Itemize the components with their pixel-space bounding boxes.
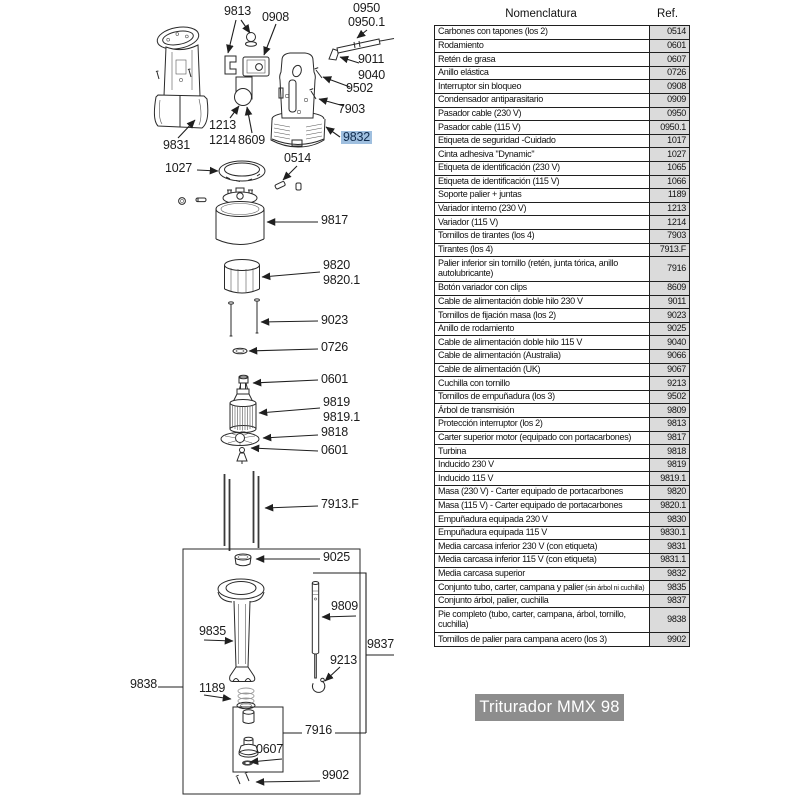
part-name: Pie completo (tubo, carter, campana, árbol, tornillo, cuchilla) <box>435 608 650 633</box>
part-name: Cable de alimentación doble hilo 115 V <box>435 336 650 350</box>
part-name: Masa (230 V) - Carter equipado de portacarbones <box>435 486 650 500</box>
table-row <box>435 499 690 513</box>
part-label-0726: 0726 <box>321 340 349 354</box>
part-label-9025: 9025 <box>323 550 351 564</box>
part-label-9819: 9819 <box>323 395 351 409</box>
part-name: Media carcasa superior <box>435 567 650 581</box>
part-name: Media carcasa inferior 115 V (con etiqueta) <box>435 553 650 567</box>
part-name: Árbol de transmisión <box>435 404 650 418</box>
part-label-0908: 0908 <box>262 10 290 24</box>
part-ref: 9809 <box>650 404 690 418</box>
part-name: Botón variador con clips <box>435 282 650 296</box>
part-ref: 9830.1 <box>650 526 690 540</box>
part-ring-1027 <box>219 161 265 182</box>
part-name: Carbones con tapones (los 2) <box>435 26 650 40</box>
table-row <box>435 472 690 486</box>
part-name: Etiqueta de identificación (115 V) <box>435 175 650 189</box>
part-label-1213: 1213 <box>209 118 237 132</box>
part-name: Etiqueta de identificación (230 V) <box>435 161 650 175</box>
part-screws-9023 <box>229 299 260 336</box>
table-row <box>435 404 690 418</box>
part-name: Etiqueta de seguridad -Cuidado <box>435 134 650 148</box>
part-label-09501: 0950.1 <box>348 15 386 29</box>
part-name: Turbina <box>435 445 650 459</box>
table-row <box>435 175 690 189</box>
table-row <box>435 418 690 432</box>
table-row <box>435 363 690 377</box>
part-name: Cable de alimentación (Australia) <box>435 350 650 364</box>
part-ref: 9838 <box>650 608 690 633</box>
part-ref: 9813 <box>650 418 690 432</box>
part-turbine-9818 <box>221 433 259 446</box>
part-label-9831: 9831 <box>163 138 191 152</box>
part-handle-half-9831 <box>154 24 207 128</box>
part-ref: 9040 <box>650 336 690 350</box>
part-carbon-brushes-0514 <box>275 181 301 190</box>
part-screws-9902 <box>236 772 249 784</box>
part-ring-9025 <box>235 554 251 566</box>
part-label-7903: 7903 <box>338 102 366 116</box>
part-label-9818: 9818 <box>321 425 349 439</box>
part-name: Palier inferior sin tornillo (retén, junta tórica, anillo autolubricante) <box>435 257 650 282</box>
part-ref: 0909 <box>650 93 690 107</box>
part-small-ring-screw <box>179 198 206 205</box>
table-row <box>435 390 690 404</box>
table-row <box>435 243 690 257</box>
part-seal-kit-1189 <box>237 688 255 709</box>
part-label-0607: 0607 <box>256 742 284 756</box>
table-row <box>435 257 690 282</box>
part-ref: 0601 <box>650 39 690 53</box>
table-row <box>435 80 690 94</box>
table-row <box>435 309 690 323</box>
part-label-0950: 0950 <box>353 1 381 15</box>
part-tie-rods-7913F <box>225 471 259 551</box>
part-label-9011: 9011 <box>358 52 385 66</box>
part-label-9023: 9023 <box>321 313 349 327</box>
part-name: Carter superior motor (equipado con portacarbones) <box>435 431 650 445</box>
part-name: Variador (115 V) <box>435 216 650 230</box>
part-name: Tornillos de fijación masa (los 2) <box>435 309 650 323</box>
table-row <box>435 107 690 121</box>
table-row <box>435 26 690 40</box>
part-bearing-0601-bottom <box>237 448 247 465</box>
table-row <box>435 229 690 243</box>
part-label-0601: 0601 <box>321 443 349 457</box>
part-ref: 9820 <box>650 486 690 500</box>
part-name: Interruptor sin bloqueo <box>435 80 650 94</box>
part-name: Pasador cable (115 V) <box>435 121 650 135</box>
table-row <box>435 540 690 554</box>
part-name: Tirantes (los 4) <box>435 243 650 257</box>
table-row <box>435 189 690 203</box>
part-motor-carter-9817 <box>216 188 264 245</box>
part-name: Inducido 230 V <box>435 458 650 472</box>
part-name: Protección interruptor (los 2) <box>435 418 650 432</box>
part-label-9835: 9835 <box>199 624 227 638</box>
part-label-9213: 9213 <box>330 653 358 667</box>
part-label-1189: 1189 <box>199 681 226 695</box>
part-label-1027: 1027 <box>165 161 193 175</box>
part-masa-9820 <box>225 260 260 294</box>
group-box-9838 <box>183 549 360 794</box>
column-header-nomenclatura: Nomenclatura <box>505 8 577 20</box>
part-name: Cinta adhesiva "Dynamic" <box>435 148 650 162</box>
table-row <box>435 282 690 296</box>
table-row <box>435 458 690 472</box>
part-label-8609: 8609 <box>238 133 266 147</box>
part-name: Media carcasa inferior 230 V (con etiqueta) <box>435 540 650 554</box>
part-label-7916: 7916 <box>302 724 335 737</box>
table-row <box>435 377 690 391</box>
part-name: Anillo elástica <box>435 66 650 80</box>
part-label-9902: 9902 <box>322 768 350 782</box>
part-name: Tornillos de empuñadura (los 3) <box>435 390 650 404</box>
part-ref: 9213 <box>650 377 690 391</box>
table-row <box>435 66 690 80</box>
table-header <box>434 8 687 20</box>
table-row <box>435 445 690 459</box>
part-label-7913F: 7913.F <box>321 497 359 511</box>
part-ref: 9025 <box>650 322 690 336</box>
part-label-9040: 9040 <box>358 68 386 82</box>
part-ref: 9819.1 <box>650 472 690 486</box>
part-blade-clip-9213 <box>312 678 324 692</box>
connector-lines <box>158 573 394 733</box>
table-row <box>435 486 690 500</box>
table-row <box>435 53 690 67</box>
part-ref: 0726 <box>650 66 690 80</box>
part-ref: 9837 <box>650 594 690 608</box>
part-name: Tornillos de tirantes (los 4) <box>435 229 650 243</box>
part-ring-0726 <box>233 348 247 354</box>
table-row <box>435 295 690 309</box>
part-ref: 9011 <box>650 295 690 309</box>
part-label-98201: 9820.1 <box>323 273 361 287</box>
table-row <box>435 161 690 175</box>
table-row <box>435 202 690 216</box>
parts-table <box>434 25 690 647</box>
part-label-9817: 9817 <box>321 213 349 227</box>
part-name: Inducido 115 V <box>435 472 650 486</box>
part-label-9820: 9820 <box>323 258 351 272</box>
part-name: Tornillos de palier para campana acero (los 3) <box>435 633 650 647</box>
part-ref: 1213 <box>650 202 690 216</box>
part-ref: 1027 <box>650 148 690 162</box>
table-row <box>435 39 690 53</box>
part-name: Variador interno (230 V) <box>435 202 650 216</box>
part-ref: 7903 <box>650 229 690 243</box>
part-ref: 9819 <box>650 458 690 472</box>
part-label-1214: 1214 <box>209 133 237 147</box>
model-badge <box>475 694 624 721</box>
part-ref: 9831 <box>650 540 690 554</box>
table-row <box>435 567 690 581</box>
part-ref: 9820.1 <box>650 499 690 513</box>
part-ref: 9830 <box>650 513 690 527</box>
part-name: Empuñadura equipada 115 V <box>435 526 650 540</box>
table-row <box>435 513 690 527</box>
part-label-9502: 9502 <box>346 81 374 95</box>
part-name: Masa (115 V) - Carter equipado de portacarbones <box>435 499 650 513</box>
part-label-0601: 0601 <box>321 372 349 386</box>
part-name: Conjunto tubo, carter, campana y palier (sin árbol ni cuchilla) <box>435 581 650 595</box>
part-ref: 7913.F <box>650 243 690 257</box>
table-row <box>435 608 690 633</box>
group-box-7916 <box>233 707 283 772</box>
part-label-9809: 9809 <box>331 599 359 613</box>
part-ref: 1017 <box>650 134 690 148</box>
part-name: Rodamiento <box>435 39 650 53</box>
part-name: Retén de grasa <box>435 53 650 67</box>
model-badge-text: Triturador MMX 98 <box>479 698 620 716</box>
part-shaft-9809 <box>312 582 318 679</box>
part-ref: 0950 <box>650 107 690 121</box>
table-row <box>435 336 690 350</box>
part-ref: 9835 <box>650 581 690 595</box>
part-ref: 1214 <box>650 216 690 230</box>
part-ref: 0607 <box>650 53 690 67</box>
part-name: Anillo de rodamiento <box>435 322 650 336</box>
part-ref: 9023 <box>650 309 690 323</box>
part-ref: 9502 <box>650 390 690 404</box>
part-ref: 9067 <box>650 363 690 377</box>
part-name: Cuchilla con tornillo <box>435 377 650 391</box>
table-row <box>435 121 690 135</box>
part-ref: 0908 <box>650 80 690 94</box>
part-name: Condensador antiparasitario <box>435 93 650 107</box>
part-label-9813: 9813 <box>224 4 252 18</box>
table-row <box>435 93 690 107</box>
table-row <box>435 581 690 595</box>
part-ref: 9818 <box>650 445 690 459</box>
part-label-98191: 9819.1 <box>323 410 361 424</box>
part-label-0514: 0514 <box>284 151 312 165</box>
table-row <box>435 526 690 540</box>
part-name: Pasador cable (230 V) <box>435 107 650 121</box>
part-switch-0908 <box>243 57 269 76</box>
table-row <box>435 148 690 162</box>
table-row <box>435 633 690 647</box>
part-ref: 9066 <box>650 350 690 364</box>
part-name: Soporte palier + juntas <box>435 189 650 203</box>
table-row <box>435 594 690 608</box>
part-ref: 1189 <box>650 189 690 203</box>
part-ref: 1065 <box>650 161 690 175</box>
part-ref: 1066 <box>650 175 690 189</box>
part-ref: 8609 <box>650 282 690 296</box>
part-upper-casing-9832 <box>271 53 325 147</box>
part-name: Conjunto árbol, palier, cuchilla <box>435 594 650 608</box>
part-ref: 0514 <box>650 26 690 40</box>
parts-table-body <box>435 26 690 647</box>
part-ref: 0950.1 <box>650 121 690 135</box>
part-ref: 9817 <box>650 431 690 445</box>
part-label-9838: 9838 <box>130 677 158 691</box>
part-variator-knob <box>235 77 253 106</box>
part-name: Cable de alimentación doble hilo 230 V <box>435 295 650 309</box>
column-header-ref: Ref. <box>656 8 679 20</box>
part-ref: 7916 <box>650 257 690 282</box>
table-row <box>435 134 690 148</box>
part-name: Cable de alimentación (UK) <box>435 363 650 377</box>
table-row <box>435 322 690 336</box>
part-name: Empuñadura equipada 230 V <box>435 513 650 527</box>
table-row <box>435 553 690 567</box>
part-name-note: (sin árbol ni cuchilla) <box>583 584 645 592</box>
part-label-9837: 9837 <box>367 637 395 651</box>
part-ref: 9832 <box>650 567 690 581</box>
part-ref: 9831.1 <box>650 553 690 567</box>
table-row <box>435 431 690 445</box>
table-row <box>435 350 690 364</box>
part-ref: 9902 <box>650 633 690 647</box>
table-row <box>435 216 690 230</box>
part-label-9832: 9832 <box>343 130 371 144</box>
